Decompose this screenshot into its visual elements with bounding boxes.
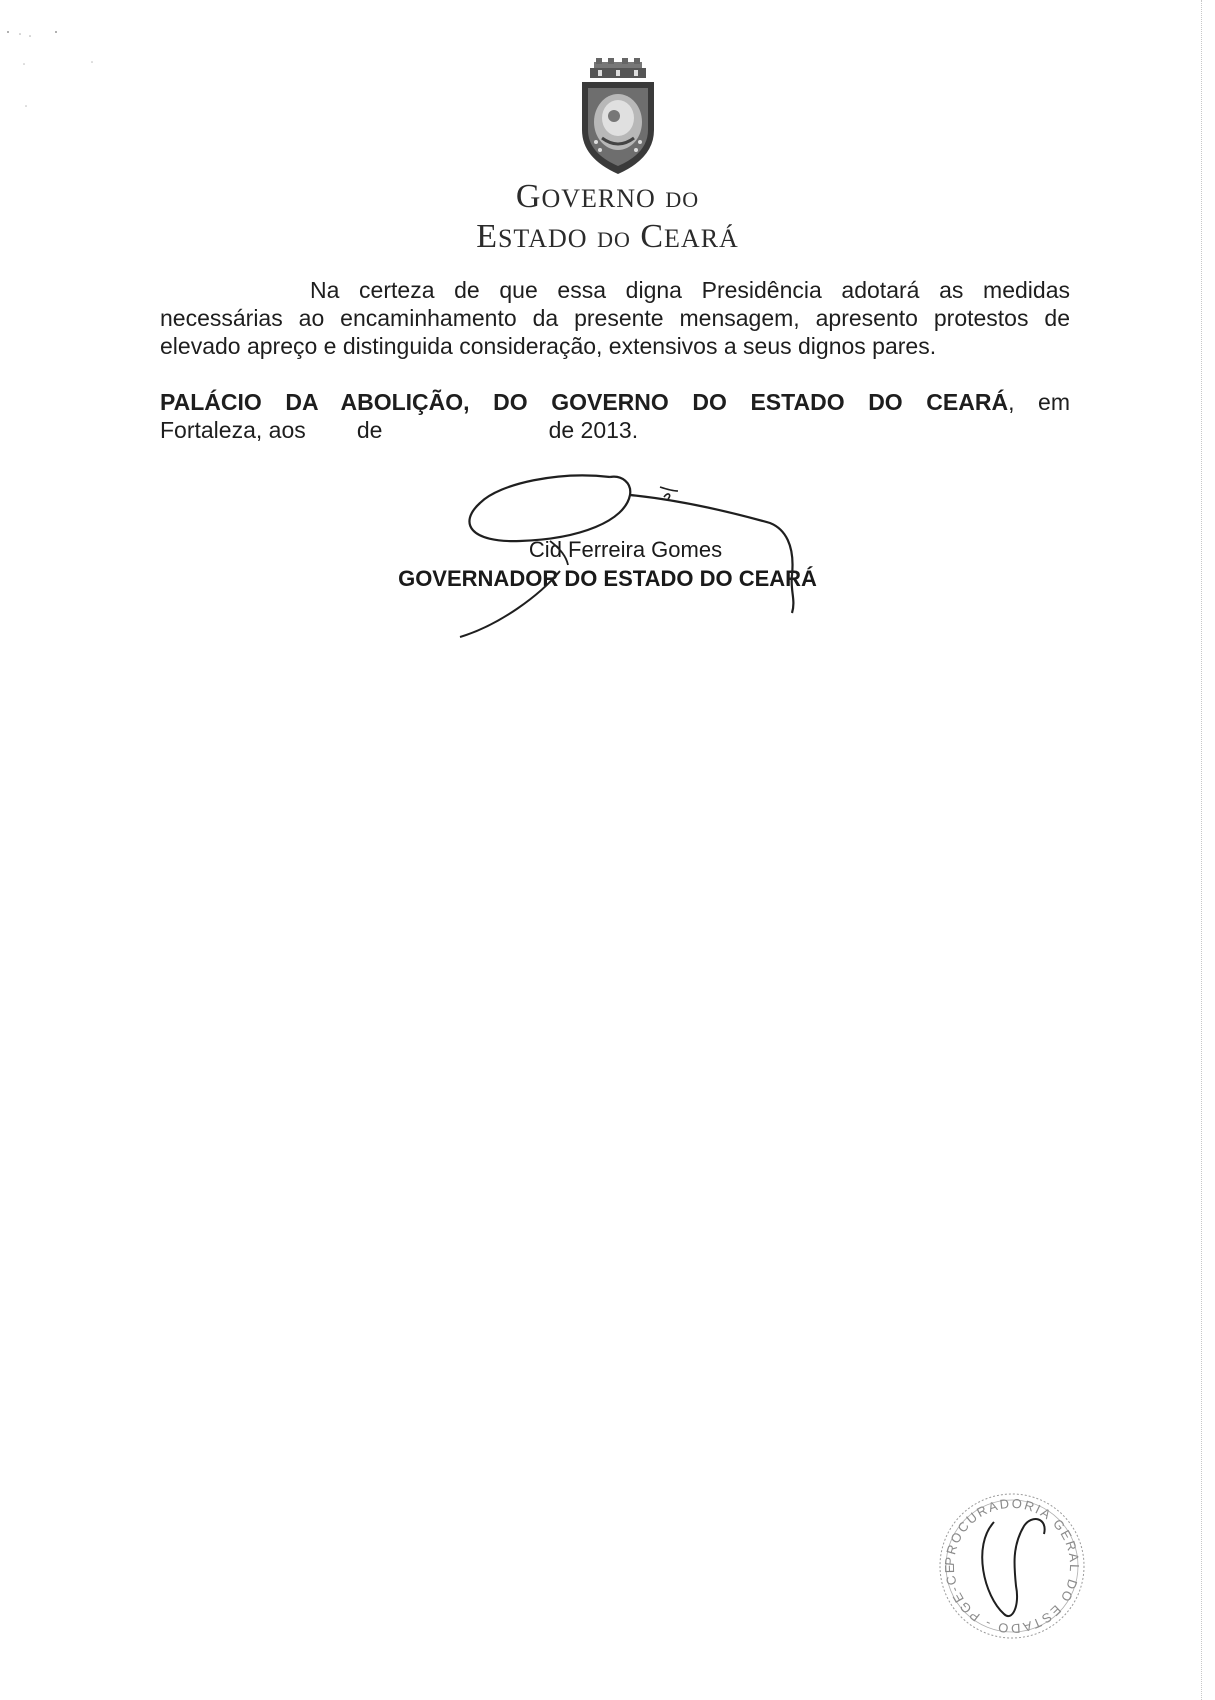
signatory-title: GOVERNADOR DO ESTADO DO CEARÁ <box>398 566 817 591</box>
place-name: PALÁCIO DA ABOLIÇÃO, DO GOVERNO DO ESTADO DO CEARÁ <box>160 389 1009 415</box>
header-title-line2 <box>0 218 1215 256</box>
header-title-line1 <box>0 178 1215 216</box>
header-line2-initial: E <box>476 218 498 255</box>
place-date-paragraph <box>160 388 1070 444</box>
place-line <box>160 388 1070 416</box>
state-coat-of-arms-icon <box>568 58 668 178</box>
header-line1-initial: G <box>515 178 542 215</box>
stamp-text: PROCURADORIA GERAL DO ESTADO - PGE-CE <box>941 1495 1083 1637</box>
header-line2-small: DO <box>597 227 631 252</box>
header-line2-rest2: EARÁ <box>664 224 739 253</box>
paragraph-line <box>160 276 1070 304</box>
header-line1-small: DO <box>665 187 700 212</box>
header-line2-rest: STADO <box>497 224 588 253</box>
paragraph-line2-text: necessárias ao encaminhamento da presente mensagem, apresento protestos de <box>160 305 1070 331</box>
header-line2-initial2: C <box>640 218 665 255</box>
paragraph-line3-text: elevado apreço e distinguida consideração, extensivos a seus dignos pares. <box>160 333 937 359</box>
closing-paragraph <box>160 276 1070 360</box>
signatory-name: Cid Ferreira Gomes <box>528 537 723 562</box>
procuradoria-stamp <box>932 1486 1092 1646</box>
date-line: Fortaleza, aos de de 2013. <box>160 417 639 443</box>
header-line1-rest: OVERNO <box>541 184 656 213</box>
place-tail: , em <box>1008 389 1070 415</box>
scan-noise <box>0 20 120 120</box>
paragraph-line1-text: Na certeza de que essa digna Presidência adotará as medidas <box>310 277 1070 303</box>
